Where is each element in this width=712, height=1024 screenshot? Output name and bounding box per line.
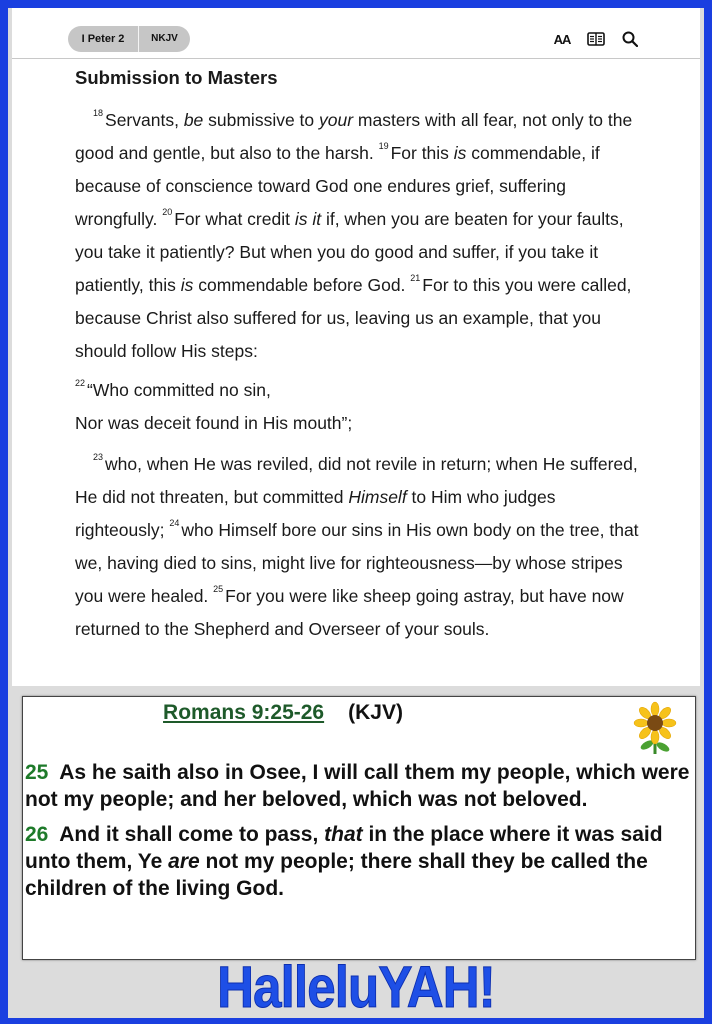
- verse-card: [22, 696, 696, 960]
- reader-view-icon[interactable]: [586, 30, 606, 48]
- italic-word: be: [183, 110, 204, 130]
- search-icon[interactable]: [620, 30, 640, 48]
- section-heading: Submission to Masters: [75, 67, 278, 88]
- verse-text: commendable, if because of conscience toward God one endures grief, suffering wrongfully.: [75, 143, 600, 229]
- verse-text: in the place where it was said unto them, Ye: [25, 823, 663, 873]
- verse-text: And it shall come to pass,: [59, 823, 325, 846]
- italic-word: is: [180, 275, 194, 295]
- verse-text: masters with all fear, not only to the good and gentle, but also to the harsh.: [75, 110, 633, 163]
- verse-text: to Him who judges righteously;: [75, 487, 556, 540]
- verse-text: submissive to: [203, 110, 320, 130]
- card-reference: Romans 9:25-26: [163, 701, 325, 724]
- paragraph-1: [75, 104, 645, 368]
- verse-text: As he saith also in Osee, I will call them my people, which were not my people; and her beloved, which was not beloved.: [25, 761, 690, 811]
- italic-word: Himself: [348, 487, 407, 507]
- verse-number: 23: [93, 452, 104, 462]
- halleluyah-banner: HalleluYAH!: [217, 955, 495, 1018]
- poetry-line: “Who committed no sin,: [87, 380, 271, 400]
- paragraph-2: [75, 448, 645, 646]
- verse-text: Servants,: [105, 110, 184, 130]
- scripture-text: [75, 64, 645, 646]
- top-toolbar: [12, 8, 700, 59]
- verse-number: 22: [75, 378, 86, 388]
- verse-text: not my people; there shall they be called the children of the living God.: [25, 850, 648, 900]
- card-verse-25: [25, 759, 691, 813]
- italic-word: is: [453, 143, 467, 163]
- verse-text: For what credit: [174, 209, 295, 229]
- verse-text: if, when you are beaten for your faults, you take it patiently? But when you do good and suffer, if you take it patiently, this: [75, 209, 624, 295]
- verse-number: 24: [169, 518, 180, 528]
- verse-text: For you were like sheep going astray, but have now returned to the Shepherd and Overseer of your souls.: [75, 586, 624, 639]
- verse-number: 26: [25, 823, 49, 846]
- italic-word: your: [319, 110, 354, 130]
- card-version: (KJV): [348, 701, 403, 724]
- sunflower-icon: [633, 701, 677, 755]
- italic-word: is it: [294, 209, 322, 229]
- verse-number: 18: [93, 108, 104, 118]
- passage-selector[interactable]: [68, 26, 190, 52]
- verse-number: 21: [410, 273, 421, 283]
- card-verses: [25, 759, 691, 910]
- book-chapter-button[interactable]: I Peter 2: [68, 26, 139, 52]
- toolbar-actions: [552, 30, 640, 48]
- bible-reader-app: [12, 8, 700, 686]
- text-size-icon[interactable]: AA: [553, 31, 571, 47]
- verse-number: 25: [213, 584, 224, 594]
- poetry-block: [75, 374, 645, 440]
- card-title: [23, 701, 543, 725]
- verse-number: 25: [25, 761, 49, 784]
- verse-text: who, when He was reviled, did not revile in return; when He suffered, He did not threaten, but committed: [75, 454, 638, 507]
- verse-number: 19: [378, 141, 389, 151]
- italic-word: that: [324, 823, 363, 846]
- italic-word: are: [168, 850, 200, 873]
- screenshot-frame: [8, 8, 704, 1018]
- verse-text: commendable before God.: [193, 275, 411, 295]
- version-button[interactable]: NKJV: [151, 33, 178, 44]
- verse-number: 20: [162, 207, 173, 217]
- card-verse-26: [25, 821, 691, 902]
- verse-text: For to this you were called, because Christ also suffered for us, leaving us an example, that you should follow His steps:: [75, 275, 632, 361]
- poetry-line: Nor was deceit found in His mouth”;: [75, 413, 353, 433]
- verse-text: For this: [390, 143, 454, 163]
- verse-text: who Himself bore our sins in His own body on the tree, that we, having died to sins, might live for righteousness—by whose stripes you were healed.: [75, 520, 639, 606]
